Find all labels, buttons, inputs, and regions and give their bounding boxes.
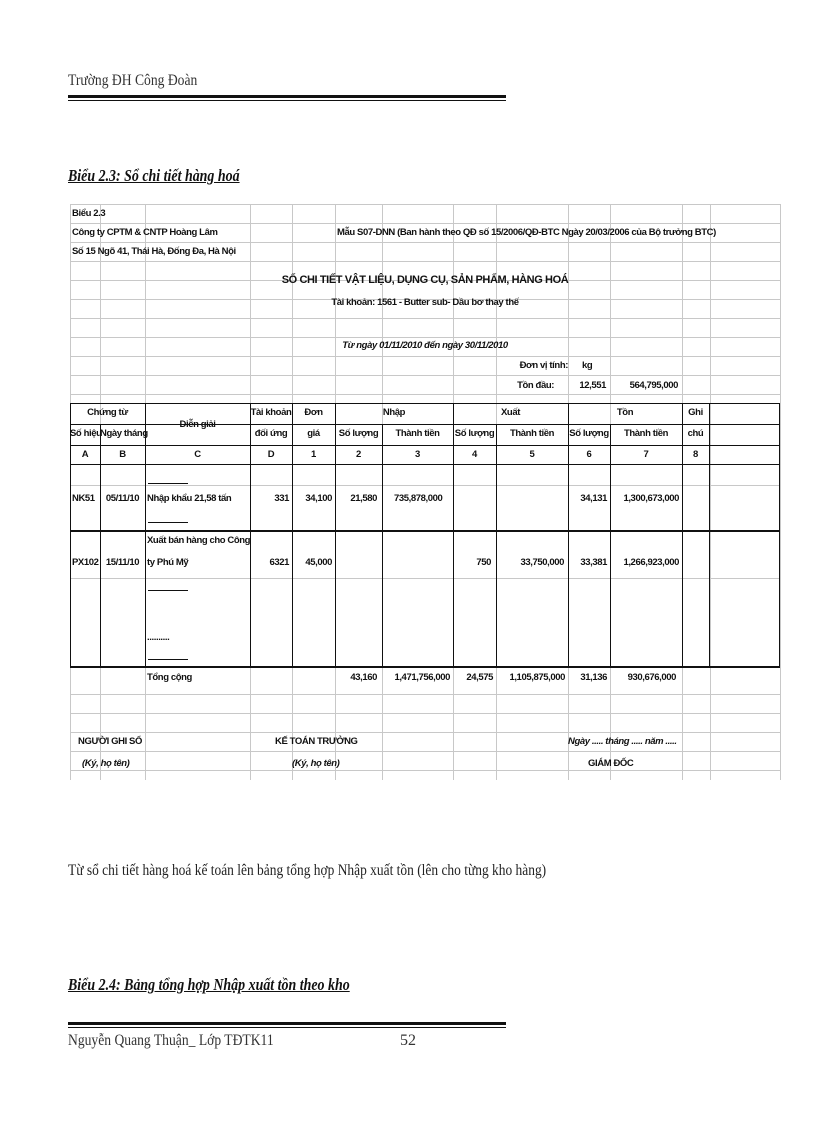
code-cell: 2 — [356, 449, 361, 460]
row-account: 331 — [274, 493, 289, 504]
row-voucher-id: NK51 — [72, 493, 95, 504]
unit-label: Đơn vị tính: — [519, 360, 568, 371]
caption-bieu-2-4 — [68, 975, 350, 995]
header-balance: Tồn — [616, 407, 634, 418]
code-cell: D — [267, 449, 275, 460]
row-date: 15/11/10 — [105, 557, 140, 568]
opening-qty: 12,551 — [579, 380, 606, 391]
code-cell: 7 — [643, 449, 649, 460]
row-in-qty: 21,580 — [350, 493, 377, 504]
footer-rule — [68, 1022, 506, 1028]
sub-header: Thành tiền — [623, 428, 669, 439]
code-cell: A — [81, 449, 89, 460]
header-import: Nhập — [382, 407, 406, 418]
code-cell: 6 — [586, 449, 592, 460]
unit-value: kg — [582, 360, 593, 371]
header-account-1: Tài khoản — [250, 407, 292, 418]
sub-header: Số hiệu — [70, 428, 102, 439]
total-in-qty: 43,160 — [350, 672, 377, 683]
signature-date-line: Ngày ..... tháng ..... năm ..... — [568, 736, 677, 747]
row-bal-qty: 33,381 — [580, 557, 607, 568]
total-label: Tổng cộng — [147, 672, 192, 683]
footer-page-number: 52 — [400, 1032, 416, 1049]
sub-header: Thành tiền — [509, 428, 555, 439]
row-voucher-id: PX102 — [72, 557, 99, 568]
header-description: Diễn giải — [179, 419, 216, 430]
signature-chief-accountant: KẾ TOÁN TRƯỞNG — [275, 736, 358, 747]
code-cell: 3 — [415, 449, 420, 460]
total-in-amount: 1,471,756,000 — [394, 672, 450, 683]
row-description-line1: Xuất bán hàng cho Công — [147, 535, 251, 546]
signature-director: GIÁM ĐỐC — [588, 758, 634, 769]
sub-header: Số lượng — [454, 428, 495, 439]
code-cell: 1 — [311, 449, 316, 460]
row-ellipsis: .......... — [147, 632, 170, 643]
ledger-sheet — [70, 204, 780, 780]
code-cell: 4 — [472, 449, 477, 460]
sub-header: Thành tiền — [395, 428, 440, 439]
header-account-2: đối ứng — [254, 428, 288, 439]
header-note-2: chú — [687, 428, 704, 439]
code-cell: 8 — [693, 449, 698, 460]
header-voucher: Chứng từ — [87, 407, 128, 418]
total-bal-qty: 31,136 — [580, 672, 607, 683]
signature-chief-note: (Ký, họ tên) — [292, 758, 340, 769]
signature-recorder: NGƯỜI GHI SỔ — [78, 736, 142, 747]
code-cell: C — [194, 449, 201, 460]
opening-label: Tồn đầu: — [517, 380, 554, 391]
header-rule — [68, 95, 506, 101]
header-price-1: Đơn — [304, 407, 323, 418]
row-price: 45,000 — [305, 557, 332, 568]
total-out-amount: 1,105,875,000 — [509, 672, 565, 683]
row-bal-amount: 1,300,673,000 — [623, 493, 679, 504]
header-school-name: Trường ĐH Công Đoàn — [68, 72, 198, 89]
row-out-amount: 33,750,000 — [520, 557, 564, 568]
row-description-line2: ty Phú Mỹ — [147, 557, 189, 568]
company-address: Số 15 Ngõ 41, Thái Hà, Đống Đa, Hà Nội — [72, 246, 236, 257]
sub-header: Số lượng — [569, 428, 609, 439]
form-reference: Mẫu S07-DNN (Ban hành theo QĐ số 15/2006/QĐ-BTC Ngày 20/03/2006 của Bộ trưởng BTC) — [337, 227, 716, 238]
caption-bieu-2-3-text: Biểu 2.3: Sổ chi tiết hàng hoá — [68, 166, 240, 185]
form-label: Biểu 2.3 — [72, 208, 106, 219]
sub-header: Số lượng — [338, 428, 379, 439]
total-out-qty: 24,575 — [466, 672, 493, 683]
row-bal-qty: 34,131 — [580, 493, 607, 504]
opening-amount: 564,795,000 — [629, 380, 678, 391]
company-name: Công ty CPTM & CNTP Hoàng Lâm — [72, 227, 218, 238]
row-description: Nhập khẩu 21,58 tấn — [147, 493, 232, 504]
header-note-1: Ghi — [688, 407, 703, 418]
caption-bieu-2-3 — [68, 166, 240, 186]
header-price-2: giá — [307, 428, 320, 439]
row-date: 05/11/10 — [105, 493, 140, 504]
row-account: 6321 — [269, 557, 289, 568]
code-cell: B — [119, 449, 126, 460]
ledger-title: SỔ CHI TIẾT VẬT LIỆU, DỤNG CỤ, SẢN PHẨM, HÀNG HOÁ — [281, 274, 569, 286]
row-price: 34,100 — [305, 493, 332, 504]
row-in-amount: 735,878,000 — [394, 493, 443, 504]
signature-recorder-note: (Ký, họ tên) — [82, 758, 130, 769]
ledger-account: Tài khoản: 1561 - Butter sub- Dầu bơ thay thế — [331, 297, 519, 308]
ledger-period: Từ ngày 01/11/2010 đến ngày 30/11/2010 — [342, 340, 508, 351]
header-export: Xuất — [501, 407, 520, 418]
row-out-qty: 750 — [476, 557, 491, 568]
total-bal-amount: 930,676,000 — [627, 672, 676, 683]
sub-header: Ngày tháng — [100, 428, 148, 439]
caption-bieu-2-4-text: Biểu 2.4: Bảng tổng hợp Nhập xuất tồn theo kho — [68, 975, 350, 994]
code-cell: 5 — [529, 449, 535, 460]
footer-author: Nguyễn Quang Thuận_ Lớp TĐTK11 — [68, 1032, 274, 1049]
row-bal-amount: 1,266,923,000 — [623, 557, 679, 568]
body-paragraph: Từ sổ chi tiết hàng hoá kế toán lên bảng tổng hợp Nhập xuất tồn (lên cho từng kho hàng) — [68, 862, 547, 879]
